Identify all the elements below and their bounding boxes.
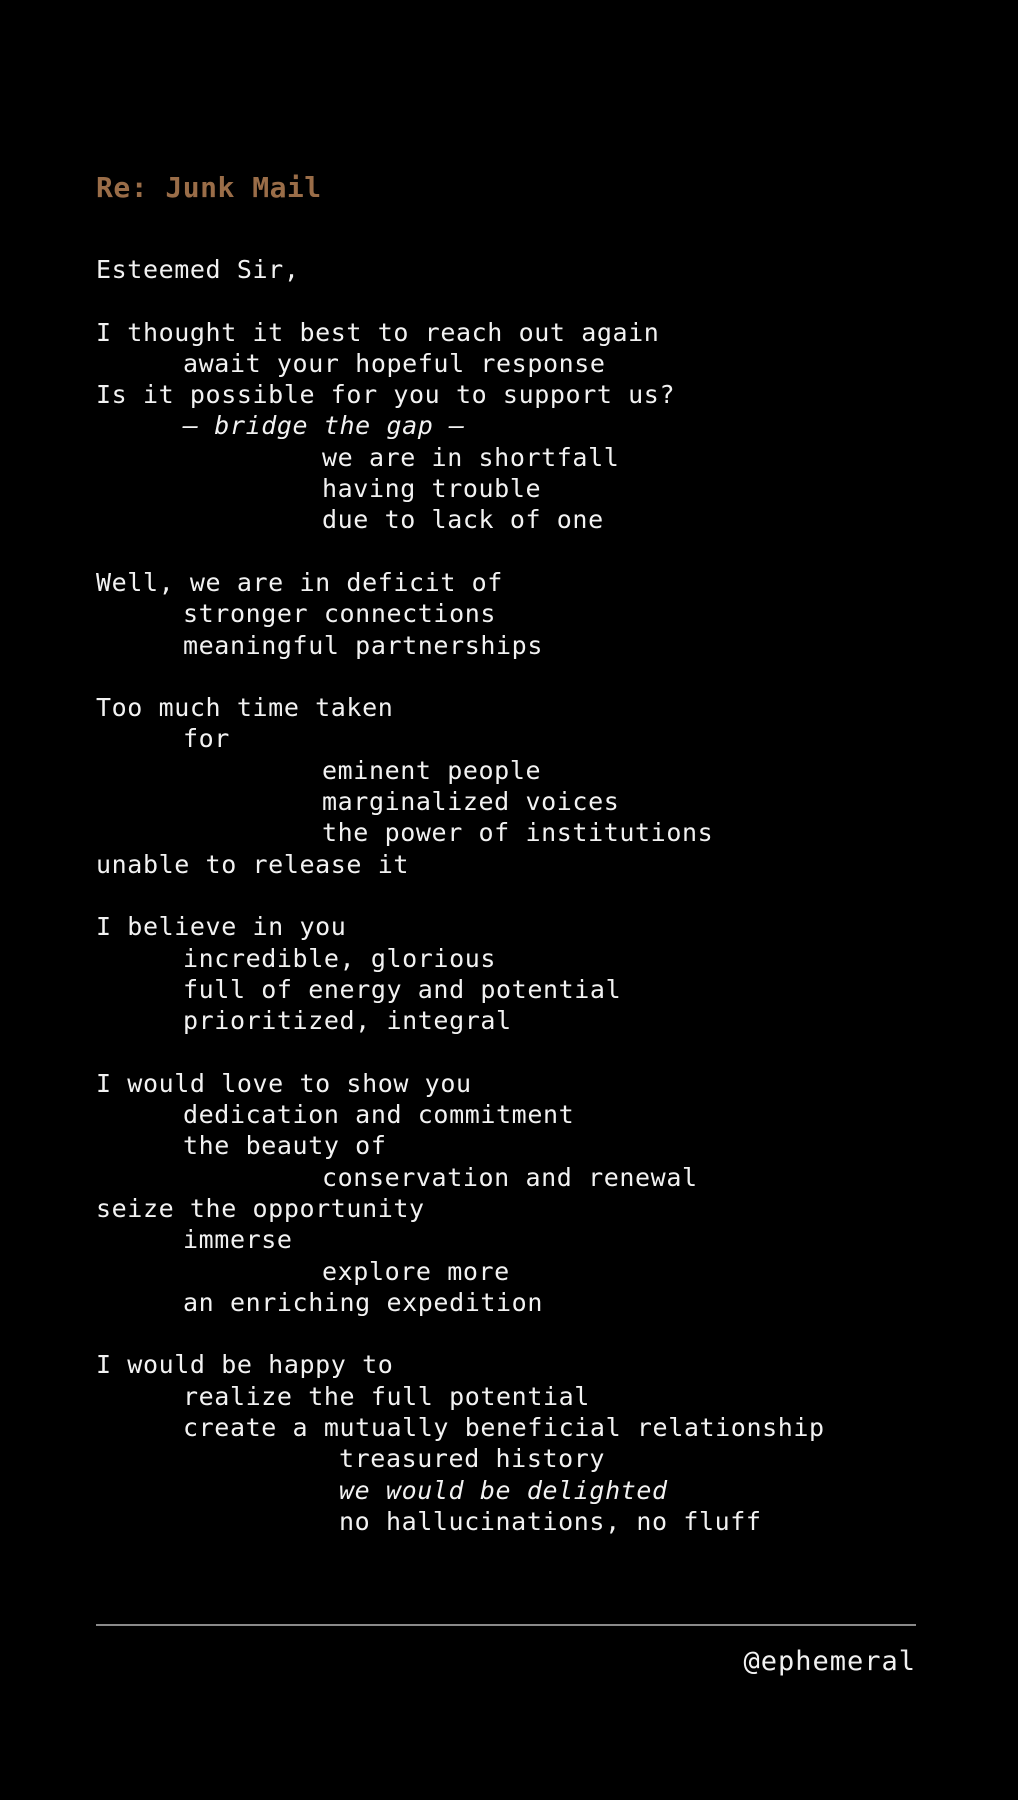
poem-line: having trouble (322, 474, 542, 504)
poem-line: Well, we are in deficit of (96, 567, 503, 597)
poem-line: eminent people (322, 755, 542, 785)
poem-line: stronger connections (183, 599, 497, 629)
stanza-break (96, 536, 926, 567)
poem-line: prioritized, integral (183, 1006, 512, 1036)
poem-line: seize the opportunity (96, 1193, 425, 1223)
poem-line: meaningful partnerships (183, 630, 543, 660)
letter-title: Re: Junk Mail (96, 171, 322, 204)
poem-line: no hallucinations, no fluff (339, 1506, 762, 1536)
poem-line: for (183, 724, 230, 754)
poem-line: the power of institutions (322, 818, 714, 848)
poem-line: I would be happy to (96, 1350, 394, 1380)
stanza-break (96, 1318, 926, 1349)
poem-line: we are in shortfall (322, 442, 620, 472)
salutation: Esteemed Sir, (96, 255, 300, 284)
poem-line: await your hopeful response (183, 348, 606, 378)
poem-line: dedication and commitment (183, 1100, 575, 1130)
poem-line: due to lack of one (322, 505, 604, 535)
stanza-break (96, 1036, 926, 1067)
poem-line: immerse (183, 1225, 293, 1255)
poem-line: I would love to show you (96, 1068, 472, 1098)
poem-line: create a mutually beneficial relationship (183, 1412, 825, 1442)
poem-line: we would be delighted (339, 1475, 668, 1505)
stanza-break (96, 880, 926, 911)
poem-line: Too much time taken (96, 693, 394, 723)
poem-line: I believe in you (96, 912, 347, 942)
stanza-break (96, 661, 926, 692)
stanza-break (96, 285, 926, 316)
poem-line: – bridge the gap – (183, 411, 465, 441)
poem-line: marginalized voices (322, 787, 620, 817)
poem-line: realize the full potential (183, 1381, 590, 1411)
poem-line: full of energy and potential (183, 974, 622, 1004)
poem-line: treasured history (339, 1444, 606, 1474)
poem-line: conservation and renewal (322, 1162, 698, 1192)
poem-line: the beauty of (183, 1131, 387, 1161)
letter-body (96, 254, 926, 1537)
poem-line: Is it possible for you to support us? (96, 380, 676, 410)
poem-line: unable to release it (96, 849, 410, 879)
poem-line: explore more (322, 1256, 510, 1286)
author-handle: @ephemeral (743, 1646, 916, 1677)
signature-divider (96, 1624, 916, 1626)
poem-line: an enriching expedition (183, 1287, 543, 1317)
poem-line: I thought it best to reach out again (96, 317, 660, 347)
poem-line: incredible, glorious (183, 943, 497, 973)
